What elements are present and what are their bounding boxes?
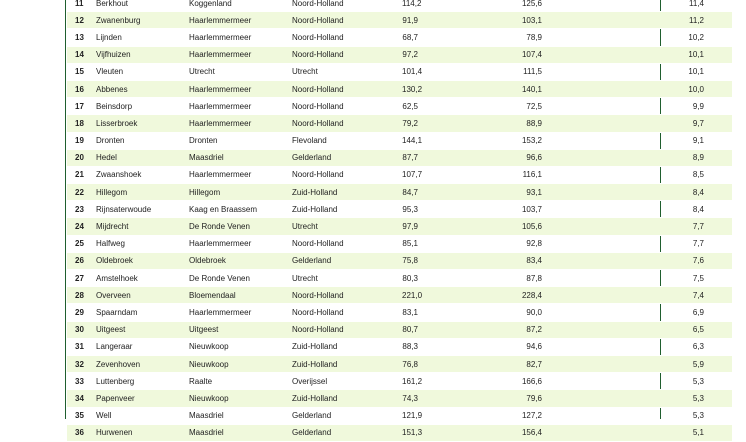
municipality-cell: Kaag en Braassem xyxy=(189,201,292,218)
value-2019-cell-value: 107,4 xyxy=(521,50,542,60)
value-2019-cell-value: 83,4 xyxy=(526,256,542,266)
value-2019-cell xyxy=(515,338,628,355)
value-2018-cell-value: 76,8 xyxy=(402,359,418,369)
value-2018-cell xyxy=(402,29,515,46)
value-2018-cell xyxy=(402,304,515,321)
place-cell: Rijnsaterwoude xyxy=(96,201,189,218)
value-2019-cell xyxy=(515,218,628,235)
province-cell: Gelderland xyxy=(292,424,402,441)
rank-cell: 30 xyxy=(67,321,96,338)
value-2018-cell-value: 88,3 xyxy=(402,342,418,352)
change-cell: 8,5 xyxy=(628,166,732,183)
value-2019-cell-value: 116,1 xyxy=(522,170,542,180)
value-2018-cell-value: 144,1 xyxy=(402,136,423,146)
value-2018-cell-value: 75,8 xyxy=(402,256,418,266)
place-cell: Papenveer xyxy=(96,390,189,407)
value-2018-cell-value: 85,1 xyxy=(402,239,418,249)
province-cell: Zuid-Holland xyxy=(292,355,402,372)
place-cell: Lisserbroek xyxy=(96,115,189,132)
province-cell: Gelderland xyxy=(292,149,402,166)
value-2019-cell-value: 228,4 xyxy=(521,290,542,300)
value-2018-cell xyxy=(402,166,515,183)
place-cell: Halfweg xyxy=(96,235,189,252)
value-2019-cell-value: 82,7 xyxy=(526,359,542,369)
value-2018-cell-value: 83,1 xyxy=(402,307,418,317)
value-2019-cell-value: 92,8 xyxy=(526,239,542,249)
place-cell: Mijdrecht xyxy=(96,218,189,235)
value-2018-cell-value: 87,7 xyxy=(402,153,418,163)
value-2018-cell xyxy=(402,235,515,252)
value-2018-cell xyxy=(402,373,515,390)
value-2018-cell xyxy=(402,132,515,149)
table-row xyxy=(67,338,732,355)
table-row xyxy=(67,252,732,269)
table-row xyxy=(67,63,732,80)
place-cell: Amstelhoek xyxy=(96,270,189,287)
value-2018-cell-value: 130,2 xyxy=(402,84,423,94)
value-2019-cell-value: 103,7 xyxy=(521,204,542,214)
change-cell: 8,4 xyxy=(628,184,732,201)
place-cell: Overveen xyxy=(96,287,189,304)
rank-cell: 15 xyxy=(67,63,96,80)
change-cell: 5,3 xyxy=(628,407,732,424)
change-cell: 9,7 xyxy=(628,115,732,132)
place-cell: Well xyxy=(96,407,189,424)
municipality-cell: Maasdriel xyxy=(189,149,292,166)
municipality-cell: Haarlemmermeer xyxy=(189,80,292,97)
change-cell: 6,5 xyxy=(628,321,732,338)
change-cell: 5,1 xyxy=(628,424,732,441)
value-2019-cell-value: 140,1 xyxy=(521,84,542,94)
change-cell: 5,3 xyxy=(628,390,732,407)
ranking-table xyxy=(67,0,732,442)
value-2019-cell xyxy=(515,390,628,407)
change-cell: 8,9 xyxy=(628,149,732,166)
value-2019-cell xyxy=(515,0,628,12)
change-cell: 8,4 xyxy=(628,201,732,218)
value-2018-cell xyxy=(402,149,515,166)
municipality-cell: Nieuwkoop xyxy=(189,338,292,355)
province-cell: Noord-Holland xyxy=(292,235,402,252)
value-2019-cell-value: 103,1 xyxy=(521,15,542,25)
place-cell: Abbenes xyxy=(96,80,189,97)
table-row xyxy=(67,201,732,218)
value-2018-cell-value: 97,9 xyxy=(402,222,418,232)
value-2019-cell xyxy=(515,304,628,321)
change-cell: 7,7 xyxy=(628,218,732,235)
municipality-cell: Raalte xyxy=(189,373,292,390)
province-cell: Noord-Holland xyxy=(292,0,402,12)
value-2019-cell-value: 90,0 xyxy=(526,307,542,317)
value-2018-cell xyxy=(402,98,515,115)
value-2019-cell xyxy=(515,132,628,149)
municipality-cell: Haarlemmermeer xyxy=(189,29,292,46)
value-2019-cell xyxy=(515,201,628,218)
value-2019-cell xyxy=(515,46,628,63)
table-row xyxy=(67,98,732,115)
value-2019-cell-value: 153,2 xyxy=(521,136,542,146)
rank-cell: 26 xyxy=(67,252,96,269)
municipality-cell: Utrecht xyxy=(189,63,292,80)
value-2019-cell xyxy=(515,115,628,132)
value-2019-cell xyxy=(515,407,628,424)
table-row xyxy=(67,184,732,201)
rank-cell: 16 xyxy=(67,80,96,97)
value-2018-cell-value: 107,7 xyxy=(402,170,423,180)
value-2019-cell xyxy=(515,252,628,269)
value-2019-cell xyxy=(515,63,628,80)
value-2018-cell-value: 114,2 xyxy=(402,0,422,8)
province-cell: Noord-Holland xyxy=(292,12,402,29)
value-2019-cell-value: 79,6 xyxy=(526,393,542,403)
table-row xyxy=(67,80,732,97)
municipality-cell: De Ronde Venen xyxy=(189,218,292,235)
value-2018-cell xyxy=(402,287,515,304)
value-2019-cell-value: 111,5 xyxy=(523,67,542,77)
value-2018-cell xyxy=(402,321,515,338)
value-2018-cell-value: 74,3 xyxy=(402,393,418,403)
municipality-cell: Dronten xyxy=(189,132,292,149)
change-cell: 10,2 xyxy=(628,29,732,46)
value-2019-cell-value: 94,6 xyxy=(526,342,542,352)
province-cell: Noord-Holland xyxy=(292,29,402,46)
place-cell: Beinsdorp xyxy=(96,98,189,115)
rank-cell: 27 xyxy=(67,270,96,287)
table-row xyxy=(67,355,732,372)
place-cell: Zwaanshoek xyxy=(96,166,189,183)
value-2018-cell-value: 101,4 xyxy=(402,67,423,77)
rank-cell: 34 xyxy=(67,390,96,407)
rank-cell: 12 xyxy=(67,12,96,29)
place-cell: Uitgeest xyxy=(96,321,189,338)
ranking-table-body xyxy=(67,0,732,441)
change-cell: 5,9 xyxy=(628,355,732,372)
municipality-cell: Haarlemmermeer xyxy=(189,235,292,252)
table-row xyxy=(67,166,732,183)
value-2019-cell xyxy=(515,12,628,29)
value-2018-cell-value: 91,9 xyxy=(402,15,418,25)
place-cell: Langeraar xyxy=(96,338,189,355)
value-2019-cell-value: 127,2 xyxy=(521,411,542,421)
value-2018-cell xyxy=(402,46,515,63)
province-cell: Zuid-Holland xyxy=(292,184,402,201)
value-2018-cell-value: 121,9 xyxy=(402,411,423,421)
municipality-cell: Uitgeest xyxy=(189,321,292,338)
value-2018-cell xyxy=(402,252,515,269)
table-row xyxy=(67,304,732,321)
value-2019-cell-value: 166,6 xyxy=(521,376,542,386)
place-cell: Dronten xyxy=(96,132,189,149)
municipality-cell: Haarlemmermeer xyxy=(189,98,292,115)
province-cell: Noord-Holland xyxy=(292,321,402,338)
value-2018-cell xyxy=(402,270,515,287)
value-2018-cell xyxy=(402,63,515,80)
table-row xyxy=(67,235,732,252)
province-cell: Utrecht xyxy=(292,218,402,235)
value-2018-cell-value: 80,3 xyxy=(402,273,418,283)
change-cell: 7,7 xyxy=(628,235,732,252)
place-cell: Luttenberg xyxy=(96,373,189,390)
rank-cell: 24 xyxy=(67,218,96,235)
place-cell: Oldebroek xyxy=(96,252,189,269)
value-2018-cell xyxy=(402,424,515,441)
value-2018-cell-value: 161,2 xyxy=(402,376,423,386)
province-cell: Zuid-Holland xyxy=(292,390,402,407)
value-2019-cell-value: 93,1 xyxy=(526,187,542,197)
place-cell: Lijnden xyxy=(96,29,189,46)
province-cell: Noord-Holland xyxy=(292,115,402,132)
rank-cell: 22 xyxy=(67,184,96,201)
municipality-cell: Nieuwkoop xyxy=(189,355,292,372)
municipality-cell: Haarlemmermeer xyxy=(189,304,292,321)
value-2019-cell xyxy=(515,321,628,338)
value-2019-cell-value: 87,2 xyxy=(526,325,542,335)
change-cell: 7,5 xyxy=(628,270,732,287)
change-cell: 5,3 xyxy=(628,373,732,390)
value-2019-cell-value: 72,5 xyxy=(526,101,542,111)
value-2018-cell xyxy=(402,201,515,218)
value-2019-cell xyxy=(515,80,628,97)
value-2018-cell xyxy=(402,390,515,407)
change-cell: 7,4 xyxy=(628,287,732,304)
table-row xyxy=(67,424,732,441)
place-cell: Vijfhuizen xyxy=(96,46,189,63)
municipality-cell: Nieuwkoop xyxy=(189,390,292,407)
change-cell: 10,1 xyxy=(628,46,732,63)
rank-cell: 29 xyxy=(67,304,96,321)
value-2018-cell-value: 62,5 xyxy=(402,101,418,111)
value-2018-cell xyxy=(402,407,515,424)
municipality-cell: Hillegom xyxy=(189,184,292,201)
change-cell: 11,2 xyxy=(628,12,732,29)
value-2018-cell xyxy=(402,218,515,235)
value-2019-cell xyxy=(515,235,628,252)
province-cell: Gelderland xyxy=(292,252,402,269)
municipality-cell: Bloemendaal xyxy=(189,287,292,304)
municipality-cell: Haarlemmermeer xyxy=(189,46,292,63)
value-2019-cell-value: 105,6 xyxy=(521,222,542,232)
province-cell: Noord-Holland xyxy=(292,98,402,115)
value-2019-cell xyxy=(515,270,628,287)
municipality-cell: Oldebroek xyxy=(189,252,292,269)
province-cell: Noord-Holland xyxy=(292,80,402,97)
rank-cell: 28 xyxy=(67,287,96,304)
place-cell: Zwanenburg xyxy=(96,12,189,29)
municipality-cell: Maasdriel xyxy=(189,407,292,424)
rank-cell: 33 xyxy=(67,373,96,390)
rank-cell: 23 xyxy=(67,201,96,218)
place-cell: Hurwenen xyxy=(96,424,189,441)
province-cell: Overijssel xyxy=(292,373,402,390)
municipality-cell: Haarlemmermeer xyxy=(189,115,292,132)
table-row xyxy=(67,287,732,304)
change-cell: 6,3 xyxy=(628,338,732,355)
value-2019-cell xyxy=(515,29,628,46)
value-2019-cell-value: 78,9 xyxy=(526,32,542,42)
rank-cell: 21 xyxy=(67,166,96,183)
value-2019-cell xyxy=(515,287,628,304)
rank-cell: 36 xyxy=(67,424,96,441)
value-2019-cell xyxy=(515,98,628,115)
province-cell: Noord-Holland xyxy=(292,166,402,183)
place-cell: Zevenhoven xyxy=(96,355,189,372)
rank-cell: 14 xyxy=(67,46,96,63)
rank-cell: 20 xyxy=(67,149,96,166)
municipality-cell: Koggenland xyxy=(189,0,292,12)
value-2019-cell xyxy=(515,424,628,441)
value-2019-cell-value: 156,4 xyxy=(521,428,542,438)
table-row xyxy=(67,0,732,12)
value-2019-cell-value: 88,9 xyxy=(526,118,542,128)
municipality-cell: Maasdriel xyxy=(189,424,292,441)
province-cell: Noord-Holland xyxy=(292,46,402,63)
table-row xyxy=(67,12,732,29)
value-2018-cell xyxy=(402,355,515,372)
value-2018-cell xyxy=(402,338,515,355)
rank-cell: 19 xyxy=(67,132,96,149)
table-row xyxy=(67,373,732,390)
table-row xyxy=(67,321,732,338)
value-2019-cell-value: 96,6 xyxy=(526,153,542,163)
place-cell: Hedel xyxy=(96,149,189,166)
table-row xyxy=(67,46,732,63)
value-2019-cell-value: 87,8 xyxy=(526,273,542,283)
change-cell: 7,6 xyxy=(628,252,732,269)
table-row xyxy=(67,390,732,407)
municipality-cell: Haarlemmermeer xyxy=(189,166,292,183)
place-cell: Spaarndam xyxy=(96,304,189,321)
value-2018-cell-value: 79,2 xyxy=(402,118,418,128)
table-row xyxy=(67,407,732,424)
value-2019-cell xyxy=(515,184,628,201)
value-2019-cell-value: 125,6 xyxy=(521,0,542,8)
value-2018-cell-value: 80,7 xyxy=(402,325,418,335)
table-row xyxy=(67,115,732,132)
table-row xyxy=(67,149,732,166)
value-2018-cell-value: 68,7 xyxy=(402,32,418,42)
table-row xyxy=(67,270,732,287)
province-cell: Noord-Holland xyxy=(292,287,402,304)
province-cell: Zuid-Holland xyxy=(292,338,402,355)
place-cell: Hillegom xyxy=(96,184,189,201)
value-2018-cell-value: 97,2 xyxy=(402,50,418,60)
table-row xyxy=(67,29,732,46)
rank-cell: 31 xyxy=(67,338,96,355)
value-2018-cell-value: 151,3 xyxy=(402,428,423,438)
province-cell: Utrecht xyxy=(292,63,402,80)
value-2018-cell xyxy=(402,115,515,132)
rank-cell: 17 xyxy=(67,98,96,115)
municipality-cell: Haarlemmermeer xyxy=(189,12,292,29)
value-2018-cell xyxy=(402,80,515,97)
province-cell: Flevoland xyxy=(292,132,402,149)
value-2018-cell xyxy=(402,184,515,201)
province-cell: Gelderland xyxy=(292,407,402,424)
change-cell: 9,1 xyxy=(628,132,732,149)
province-cell: Zuid-Holland xyxy=(292,201,402,218)
value-2019-cell xyxy=(515,166,628,183)
rank-cell: 11 xyxy=(67,0,96,12)
change-cell: 11,4 xyxy=(628,0,732,12)
value-2019-cell xyxy=(515,373,628,390)
change-cell: 10,1 xyxy=(628,63,732,80)
table-row xyxy=(67,218,732,235)
province-cell: Noord-Holland xyxy=(292,304,402,321)
municipality-cell: De Ronde Venen xyxy=(189,270,292,287)
value-2018-cell-value: 221,0 xyxy=(402,290,423,300)
rank-cell: 35 xyxy=(67,407,96,424)
change-cell: 9,9 xyxy=(628,98,732,115)
rank-cell: 32 xyxy=(67,355,96,372)
place-cell: Vleuten xyxy=(96,63,189,80)
rank-cell: 13 xyxy=(67,29,96,46)
rank-cell: 18 xyxy=(67,115,96,132)
change-cell: 6,9 xyxy=(628,304,732,321)
value-2018-cell-value: 84,7 xyxy=(402,187,418,197)
value-2019-cell xyxy=(515,149,628,166)
province-cell: Utrecht xyxy=(292,270,402,287)
value-2018-cell xyxy=(402,12,515,29)
value-2019-cell xyxy=(515,355,628,372)
value-2018-cell-value: 95,3 xyxy=(402,204,418,214)
change-cell: 10,0 xyxy=(628,80,732,97)
table-row xyxy=(67,132,732,149)
rank-cell: 25 xyxy=(67,235,96,252)
place-cell: Berkhout xyxy=(96,0,189,12)
value-2018-cell xyxy=(402,0,515,12)
